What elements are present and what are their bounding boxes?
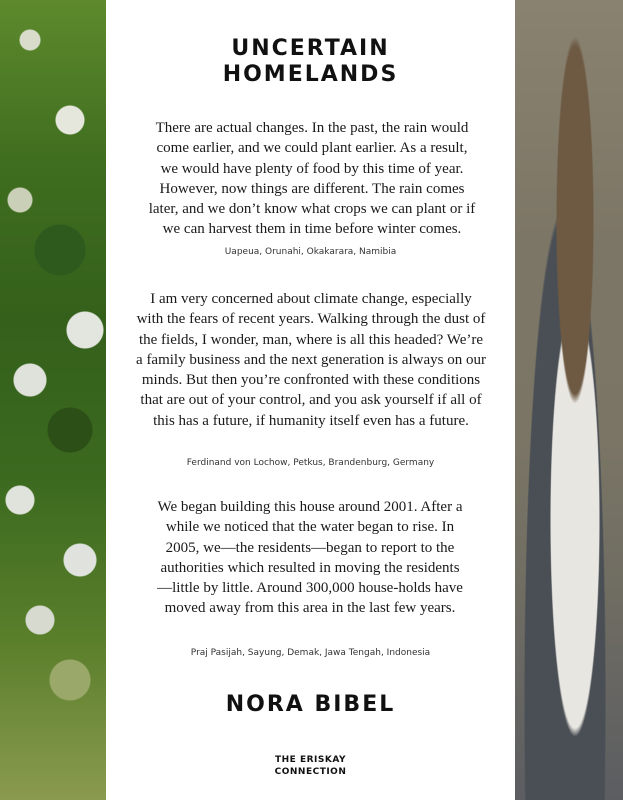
quote-2: I am very concerned about climate change, especially with the fears of recent years. Walking through the dust of the fields, I wonder, man, where is all this headed? We’re a family business and the next generation is always on our minds. But then you’re confronted with these conditions that are out of your control, and you ask yourself if all of this has a future, if humanity itself even has a future. <box>136 291 486 429</box>
quote-2-attribution: Ferdinand von Lochow, Petkus, Brandenburg, Germany <box>186 458 435 468</box>
cover-text-panel <box>106 0 515 800</box>
publisher-line-2: CONNECTION <box>274 767 347 777</box>
quote-1: There are actual changes. In the past, the rain would come earlier, and we could plant earlier. As a result, we would have plenty of food by this time of year. However, now things are different. The rain comes later, and we don’t know what crops we can plant or if we can harvest them in time before winter comes. <box>148 120 476 238</box>
quote-3-attribution: Praj Pasijah, Sayung, Demak, Jawa Tengah, Indonesia <box>190 648 431 658</box>
book-title-line-1: UNCERTAIN <box>231 36 390 61</box>
author-name: NORA BIBEL <box>225 692 396 717</box>
book-title-line-2: HOMELANDS <box>222 62 399 87</box>
quote-1-attribution: Uapeua, Orunahi, Okakarara, Namibia <box>224 247 397 257</box>
quote-3: We began building this house around 2001. After a while we noticed that the water began to rise. In 2005, we—the residents—began to report to the authorities which resulted in moving the residents—little by little. Around 300,000 house-holds have moved away from this area in the last few years. <box>157 499 463 617</box>
forest-aerial-photo <box>0 0 106 800</box>
publisher-line-1: THE ERISKAY <box>275 755 346 765</box>
book-title <box>106 36 515 88</box>
flooded-area-aerial-photo <box>515 0 623 800</box>
publisher-name <box>106 754 515 778</box>
